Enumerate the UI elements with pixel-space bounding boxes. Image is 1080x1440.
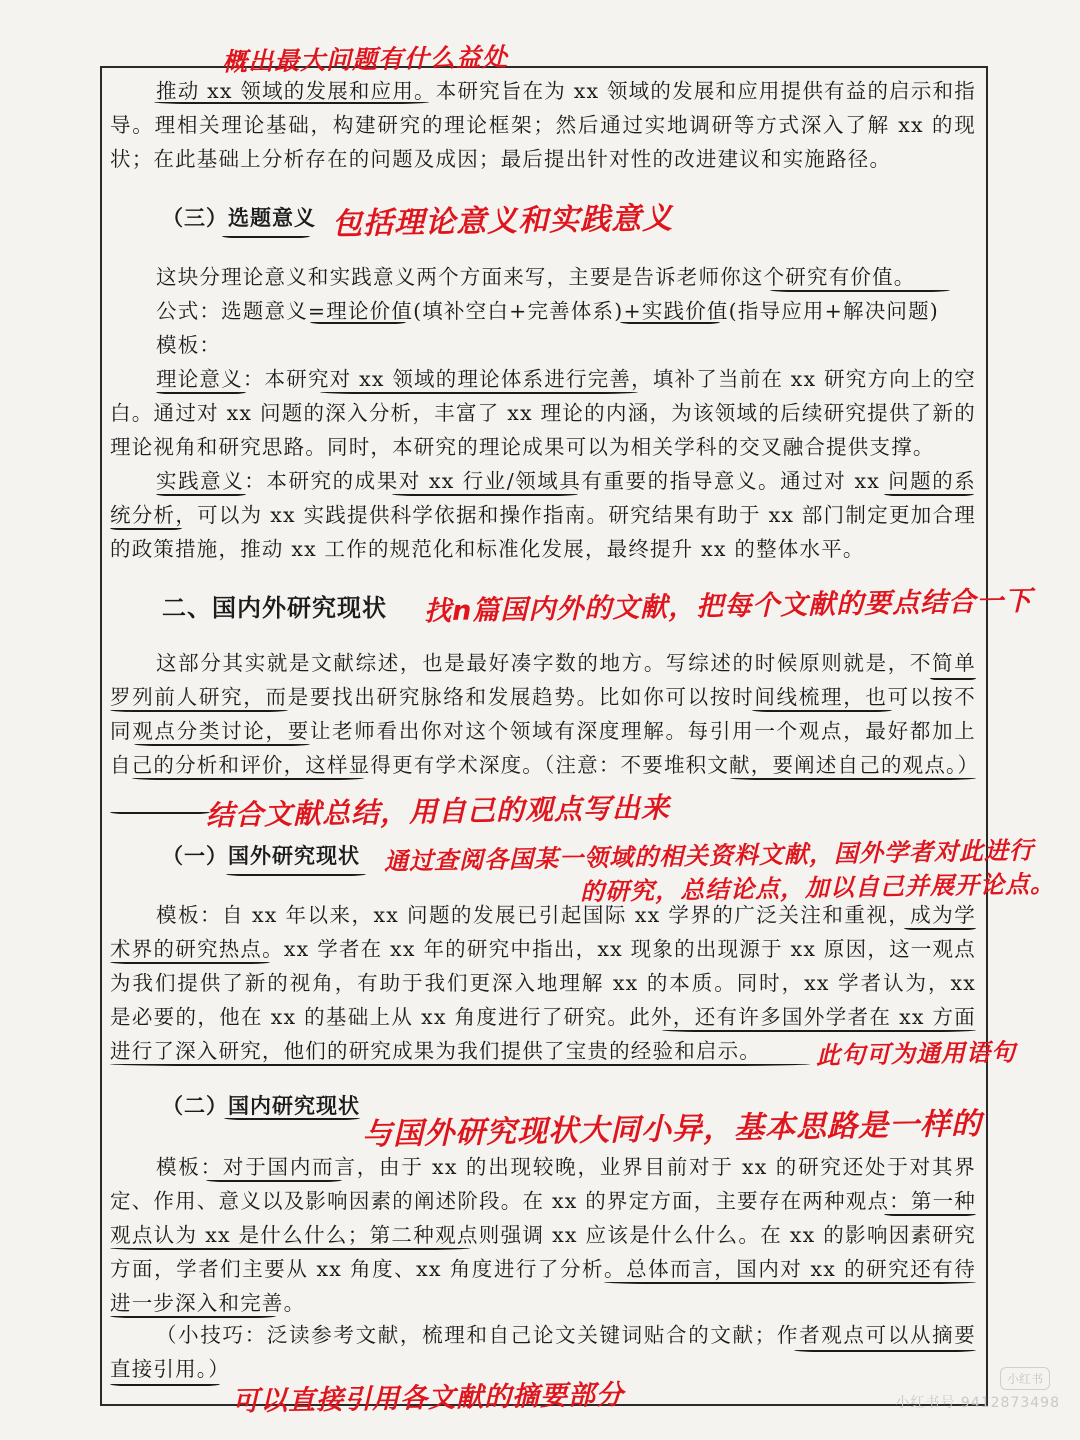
- annotation-top: 概出最大问题有什么益处: [221, 42, 509, 77]
- watermark-badge: 小红书: [1000, 1367, 1050, 1390]
- underline-stroke: [110, 962, 270, 964]
- underline-stroke: [310, 322, 406, 324]
- underline-stroke: [884, 494, 974, 496]
- foreign-template: 模板：自 xx 年以来，xx 问题的发展已引起国际 xx 学界的广泛关注和重视，成为学术界的研究热点。xx 学者在 xx 年的研究中指出，xx 现象的出现源于 xx 原因，这一观点为我们提供了新的视角，有助于我们更深入地理解 xx 的本质。同时，xx 学者认为，xx 是必要的，他在 xx 的基础上从 xx 角度进行了研究。此外，还有许多国外学者在 xx 方面进行了深入研究，他们的研究成果为我们提供了宝贵的经验和启示。: [110, 903, 976, 1063]
- annotation-domestic: 与国外研究现状大同小异，基本思路是一样的: [361, 1106, 983, 1153]
- underline-stroke: [794, 1350, 976, 1352]
- annotation-bottom: 可以直接引用各文献的摘要部分: [231, 1379, 625, 1418]
- underline-stroke: [320, 392, 638, 394]
- underline-stroke: [752, 710, 892, 712]
- underline-stroke: [904, 928, 976, 930]
- annotation-foreign-end: 此句可为通用语句: [815, 1038, 1017, 1070]
- watermark-text: 小红书号 9412873498: [895, 1395, 1060, 1411]
- underline-stroke: [110, 1384, 220, 1386]
- underline-stroke: [222, 236, 310, 238]
- heading-significance: （三）选题意义: [162, 205, 316, 230]
- heading-research-status: 二、国内外研究现状: [162, 594, 387, 622]
- underline-stroke: [662, 1030, 976, 1032]
- status-intro: 这部分其实就是文献综述，也是最好凑字数的地方。写综述的时候原则就是，不简单罗列前人研究，而是要找出研究脉络和发展趋势。比如你可以按时间线梳理，也可以按不同观点分类讨论，要让老师看出你对这个领域有深度理解。每引用一个观点，最好都加上自己的分析和评价，这样显得更有学术深度。（注意：不要堆积文献，要阐述自己的观点。）: [110, 651, 980, 777]
- template-label: 模板：: [156, 333, 222, 357]
- intro-paragraph: 推动 xx 领域的发展和应用。本研究旨在为 xx 领域的发展和应用提供有益的启示和指导。理相关理论基础，构建研究的理论框架；然后通过实地调研等方式深入了解 xx 的现状；在此基础上分析存在的问题及成因；最后提出针对性的改进建议和实施路径。: [110, 79, 976, 171]
- underline-stroke: [110, 710, 288, 712]
- significance-formula: 公式：选题意义=理论价值(填补空白+完善体系)+实践价值(指导应用+解决问题): [156, 299, 939, 323]
- underline-stroke: [134, 744, 310, 746]
- underline-stroke: [156, 494, 246, 496]
- underline-stroke: [110, 528, 182, 530]
- heading-foreign-status: （一）国外研究现状: [162, 843, 360, 868]
- theory-significance: 理论意义：本研究对 xx 领域的理论体系进行完善，填补了当前在 xx 研究方向上的空白。通过对 xx 问题的深入分析，丰富了 xx 理论的内涵，为该领域的后续研究提供了新的理论视角和研究思路。同时，本研究的理论成果可以为相关学科的交叉融合提供支撑。: [110, 367, 976, 459]
- underline-stroke: [392, 494, 578, 496]
- underline-stroke: [206, 1180, 342, 1182]
- underline-stroke: [154, 102, 429, 104]
- underline-stroke: [110, 1248, 470, 1250]
- practice-significance: 实践意义：本研究的成果对 xx 行业/领域具有重要的指导意义。通过对 xx 问题的系统分析，可以为 xx 实践提供科学依据和操作指南。研究结果有助于 xx 部门制定更加合理的政策措施，推动 xx 工作的规范化和标准化发展，最终提升 xx 的整体水平。: [110, 469, 976, 561]
- underline-stroke: [110, 1316, 276, 1318]
- underline-stroke: [730, 778, 976, 780]
- annotation-summary: 结合文献总结，用自己的观点写出来: [205, 790, 671, 833]
- annotation-significance: 包括理论意义和实践意义: [331, 201, 674, 242]
- underline-stroke: [930, 678, 976, 680]
- annotation-foreign-line1: 通过查阅各国某一领域的相关资料文献，国外学者对此进行: [383, 836, 1035, 876]
- underline-stroke: [132, 778, 364, 780]
- heading-domestic-status: （二）国内研究现状: [162, 1093, 360, 1118]
- underline-stroke: [884, 1214, 976, 1216]
- annotation-foreign-line2: 的研究，总结论点，加以自己并展开论点。: [579, 869, 1056, 907]
- domestic-tip: （小技巧：泛读参考文献，梳理和自己论文关键词贴合的文献；作者观点可以从摘要直接引用。）: [110, 1323, 976, 1381]
- underline-stroke: [156, 392, 246, 394]
- underline-stroke: [110, 812, 210, 814]
- underline-stroke: [770, 290, 950, 292]
- underline-stroke: [224, 1118, 360, 1120]
- underline-stroke: [604, 1282, 976, 1284]
- underline-stroke: [226, 874, 366, 876]
- underline-stroke: [110, 1064, 810, 1066]
- underline-stroke: [620, 322, 720, 324]
- annotation-status: 找n篇国内外的文献，把每个文献的要点结合一下: [423, 585, 1033, 628]
- significance-intro: 这块分理论意义和实践意义两个方面来写，主要是告诉老师你这个研究有价值。: [156, 265, 916, 289]
- domestic-template: 模板：对于国内而言，由于 xx 的出现较晚，业界目前对于 xx 的研究还处于对其界定、作用、意义以及影响因素的阐述阶段。在 xx 的界定方面，主要存在两种观点：第一种观点认为 xx 是什么什么；第二种观点则强调 xx 应该是什么什么。在 xx 的影响因素研究方面，学者们主要从 xx 角度、xx 角度进行了分析。总体而言，国内对 xx 的研究还有待进一步深入和完善。: [110, 1155, 976, 1315]
